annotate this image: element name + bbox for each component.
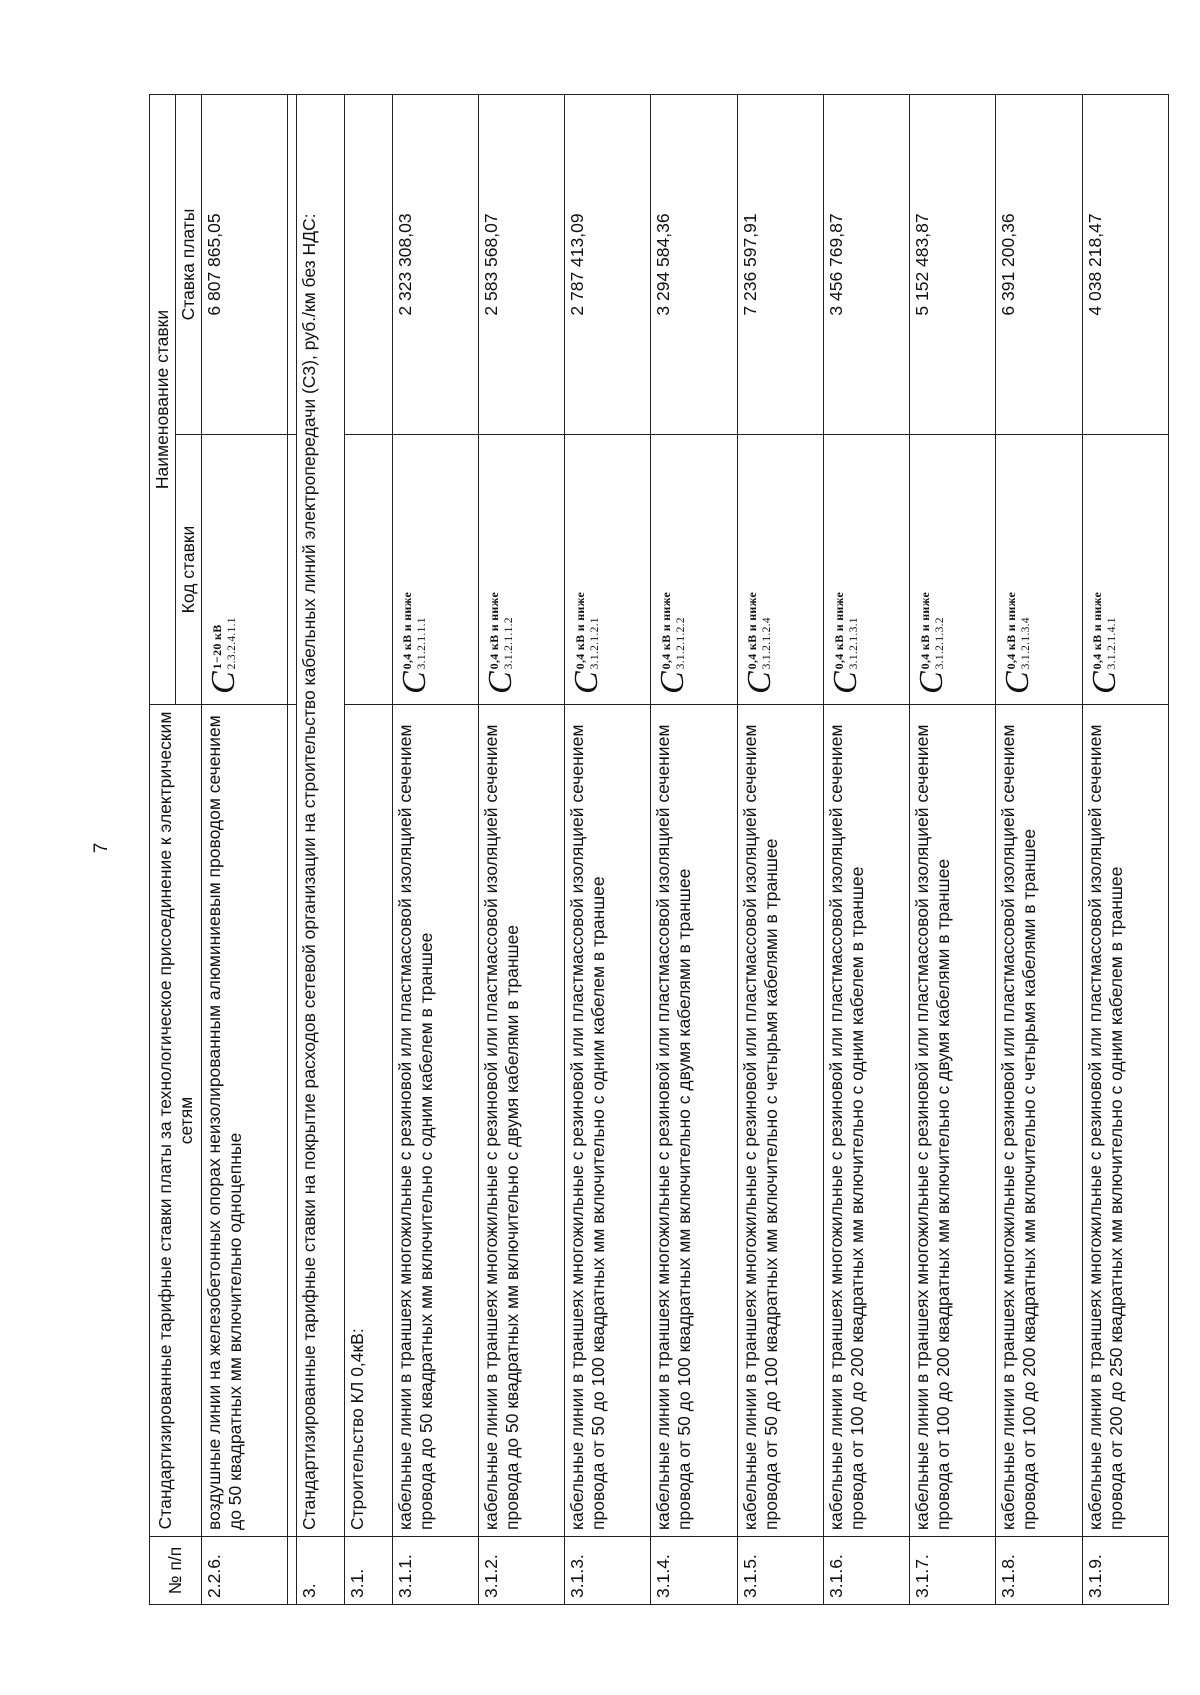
rate-code-subscript: 3.1.2.1.3.2 [933,617,946,670]
table-row [910,95,996,1605]
rate-code [823,435,909,705]
row-name: кабельные линии в траншеях многожильные с резиновой или пластмассовой изоляцией сечением провода от 100 до 200 квадратных мм включительно с четырьмя кабелями в траншее [996,705,1082,1537]
subsection-row [344,95,392,1605]
tariff-table [149,94,1169,1605]
table-row [651,95,737,1605]
header-rate: Ставка платы [176,95,202,435]
rate-code-subscript: 3.1.2.1.4.1 [1106,617,1119,670]
rate-code [996,435,1082,705]
rate-code-letter: C [999,671,1037,694]
rate-value: 2 787 413,09 [565,95,651,435]
row-num: 3.1.8. [996,1537,1082,1605]
section-row [297,95,345,1605]
rate-code [737,435,823,705]
rate-code-subscript: 3.1.2.1.3.1 [847,617,860,670]
row-num: 3.1.5. [737,1537,823,1605]
row-num: 3.1.1. [392,1537,478,1605]
subsection-num: 3.1. [344,1537,392,1605]
rate-code-subscript: 3.1.2.1.1.2 [502,617,515,670]
rate-value: 6 391 200,36 [996,95,1082,435]
rate-code-subscript: 3.1.2.1.2.1 [588,617,601,670]
rate-value: 2 583 568,07 [478,95,564,435]
rate-code-subscript: 3.1.2.1.2.4 [761,617,774,670]
rate-code [1082,435,1168,705]
rate-value: 6 807 865,05 [202,95,288,435]
rate-value: 4 038 218,47 [1082,95,1168,435]
table-row [202,95,288,1605]
row-name: кабельные линии в траншеях многожильные с резиновой или пластмассовой изоляцией сечением провода от 50 до 100 квадратных мм включительно с одним кабелем в траншее [565,705,651,1537]
rate-code-letter: C [740,671,778,694]
rate-code-superscript: 0,4 кВ и ниже [572,591,587,670]
rate-code-subscript: 3.1.2.1.1.1 [416,617,429,670]
row-name: кабельные линии в траншеях многожильные с резиновой или пластмассовой изоляцией сечением провода до 50 квадратных мм включительно с одним кабелем в траншее [392,705,478,1537]
row-num: 3.1.9. [1082,1537,1168,1605]
header-group: Наименование ставки [150,95,176,705]
row-num: 3.1.2. [478,1537,564,1605]
rate-code-letter: C [205,671,242,694]
rate-code [392,435,478,705]
rate-code-superscript: 0,4 кВ и ниже [831,591,846,670]
header-code: Код ставки [176,435,202,705]
rate-code-superscript: 0,4 кВ и ниже [1090,591,1105,670]
row-num: 3.1.4. [651,1537,737,1605]
table-row [737,95,823,1605]
rate-code [565,435,651,705]
header-name: Стандартизированные тарифные ставки платы за технологическое присоединение к электрическим сетям [150,705,202,1537]
row-name: кабельные линии в траншеях многожильные с резиновой или пластмассовой изоляцией сечением провода от 50 до 100 квадратных мм включительно с четырьмя кабелями в траншее [737,705,823,1537]
rate-code-superscript: 0,4 кВ и ниже [745,591,760,670]
rate-value: 5 152 483,87 [910,95,996,435]
table-row [392,95,478,1605]
rate-code [202,435,288,705]
rate-value: 3 294 584,36 [651,95,737,435]
rate-code-superscript: 0,4 кВ и ниже [659,591,674,670]
rate-value: 3 456 769,87 [823,95,909,435]
tariff-table-rotated [149,95,1169,1605]
rate-code-letter: C [481,671,519,694]
rate-code-letter: C [654,671,692,694]
row-num: 3.1.6. [823,1537,909,1605]
rate-code-letter: C [1085,671,1123,694]
row-name: кабельные линии в траншеях многожильные с резиновой или пластмассовой изоляцией сечением провода от 100 до 200 квадратных мм включительно с двумя кабелями в траншее [910,705,996,1537]
rate-code [651,435,737,705]
table-row [565,95,651,1605]
table-row [478,95,564,1605]
header-num: № п/п [150,1537,202,1605]
rate-value: 7 236 597,91 [737,95,823,435]
table-row [1082,95,1168,1605]
rate-code-superscript: 0,4 кВ и ниже [1004,591,1019,670]
rate-code-letter: C [913,671,951,694]
subsection-title: Строительство КЛ 0,4кВ: [344,705,392,1537]
rate-code-superscript: 0,4 кВ и ниже [400,591,415,670]
rate-code-subscript: 2.3.2.4.1.1 [225,617,238,670]
row-num: 3.1.3. [565,1537,651,1605]
table-row [823,95,909,1605]
rate-code [910,435,996,705]
page-number: 7 [91,842,112,854]
row-name: воздушные линии на железобетонных опорах неизолированным алюминиевым проводом сечением до 50 квадратных мм включительно одноцепные [202,705,288,1537]
rate-code-letter: C [826,671,864,694]
row-name: кабельные линии в траншеях многожильные с резиновой или пластмассовой изоляцией сечением провода от 200 до 250 квадратных мм включительно с одним кабелем в траншее [1082,705,1168,1537]
rate-code-subscript: 3.1.2.1.3.4 [1020,617,1033,670]
row-name: кабельные линии в траншеях многожильные с резиновой или пластмассовой изоляцией сечением провода от 50 до 100 квадратных мм включительно с двумя кабелями в траншее [651,705,737,1537]
rate-code-letter: C [395,671,433,694]
rate-code [478,435,564,705]
rate-code-superscript: 0,4 кВ и ниже [917,591,932,670]
spacer-row [288,95,297,1605]
row-num: 3.1.7. [910,1537,996,1605]
row-num: 2.2.6. [202,1537,288,1605]
section-num: 3. [297,1537,345,1605]
row-name: кабельные линии в траншеях многожильные с резиновой или пластмассовой изоляцией сечением провода от 100 до 200 квадратных мм включительно с одним кабелем в траншее [823,705,909,1537]
rate-code-subscript: 3.1.2.1.2.2 [675,617,688,670]
section-title: Стандартизированные тарифные ставки на покрытие расходов сетевой организации на строительство кабельных линий электропередачи (С3), руб./км без НДС: [297,95,345,1537]
rate-code-superscript: 0,4 кВ и ниже [486,591,501,670]
table-row [996,95,1082,1605]
rate-code-letter: C [568,671,606,694]
rate-value: 2 323 308,03 [392,95,478,435]
row-name: кабельные линии в траншеях многожильные с резиновой или пластмассовой изоляцией сечением провода до 50 квадратных мм включительно с двумя кабелями в траншее [478,705,564,1537]
rate-code-superscript: 1−20 кВ [209,624,224,670]
